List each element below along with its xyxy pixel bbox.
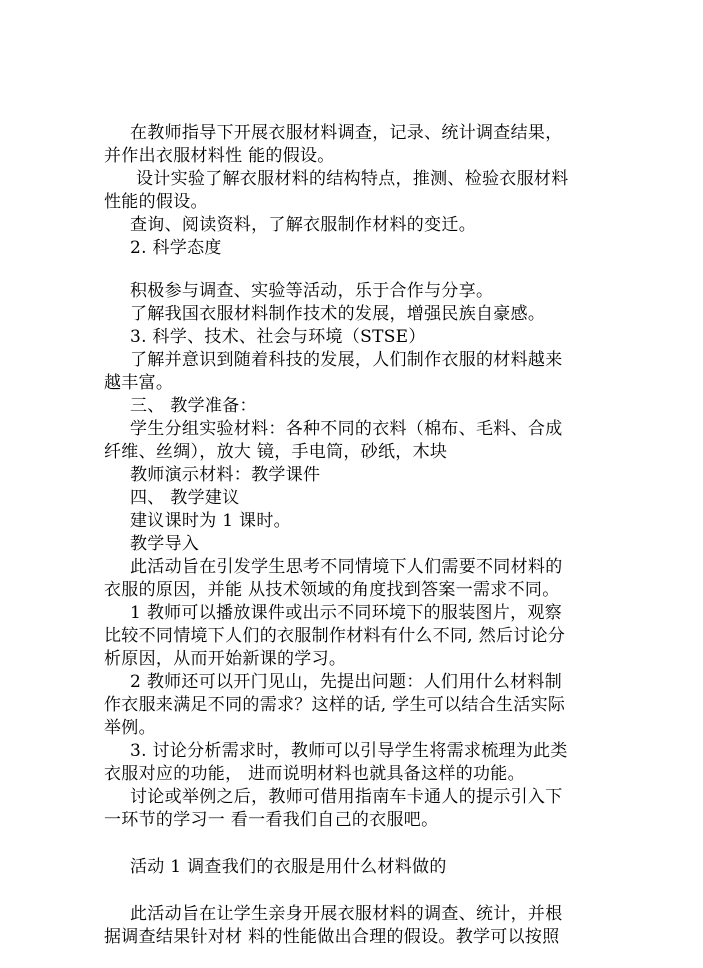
text-line: 析原因，从而开始新课的学习。 — [104, 649, 347, 669]
section-heading-preparation — [104, 395, 604, 418]
section-heading-science-attitude — [104, 237, 604, 260]
paragraph-21 — [104, 903, 604, 949]
text-line: 据调查结果针对材 料的性能做出合理的假设。教学可以按照 — [104, 927, 560, 947]
text-line: 作衣服来满足不同的需求？这样的话, 学生可以结合生活实际 — [104, 695, 566, 715]
text-line: 此活动旨在引发学生思考不同情境下人们需要不同材料的 — [130, 557, 563, 577]
text-line: 建议课时为 1 课时。 — [130, 511, 291, 531]
paragraph-15 — [104, 556, 604, 602]
text-line: 举例。 — [104, 718, 156, 738]
paragraph-1 — [104, 122, 604, 168]
text-line: 3. 讨论分析需求时，教师可以引导学生将需求梳理为此类 — [130, 741, 568, 761]
text-line: 此活动旨在让学生亲身开展衣服材料的调查、统计，并根 — [130, 904, 563, 924]
text-line: 比较不同情境下人们的衣服制作材料有什么不同, 然后讨论分 — [104, 626, 566, 646]
text-line: 四、 教学建议 — [130, 488, 240, 508]
paragraph-18 — [104, 740, 604, 786]
text-line: 衣服对应的功能， 进而说明材料也就具备这样的功能。 — [104, 764, 525, 784]
text-line: 一环节的学习一 看一看我们自己的衣服吧。 — [104, 810, 439, 830]
text-line: 教学导入 — [130, 534, 200, 554]
text-line: 查询、阅读资料，了解衣服制作材料的变迁。 — [130, 215, 476, 235]
text-line: 设计实验了解衣服材料的结构特点，推测、检验衣服材料 — [136, 169, 569, 189]
paragraph-19 — [104, 786, 604, 832]
paragraph-2 — [104, 168, 604, 214]
text-line: 2 教师还可以开门见山，先提出问题：人们用什么材料制 — [130, 672, 563, 692]
text-line: 三、 教学准备： — [130, 396, 257, 416]
text-line: 3. 科学、技术、社会与环境（STSE） — [130, 327, 426, 347]
text-line: 讨论或举例之后，教师可借用指南车卡通人的提示引入下 — [130, 787, 563, 807]
paragraph-10 — [104, 418, 604, 464]
paragraph-6 — [104, 303, 604, 326]
paragraph-11 — [104, 464, 604, 487]
paragraph-3 — [104, 214, 604, 237]
paragraph-17 — [104, 671, 604, 740]
text-line: 学生分组实验材料：各种不同的衣料（棉布、毛料、合成 — [130, 419, 563, 439]
paragraph-8 — [104, 349, 604, 395]
text-line: 2. 科学态度 — [130, 238, 222, 258]
text-line: 了解并意识到随着科技的发展，人们制作衣服的材料越来 — [130, 350, 563, 370]
paragraph-5 — [104, 280, 604, 303]
text-line: 1 教师可以播放课件或出示不同环境下的服装图片，观察 — [130, 603, 563, 623]
section-heading-activity-1 — [104, 856, 604, 879]
text-line: 在教师指导下开展衣服材料调查，记录、统计调查结果， — [130, 123, 563, 143]
text-line: 衣服的原因，并能 从技术领域的角度找到答案一需求不同。 — [104, 580, 560, 600]
text-line: 活动 1 调查我们的衣服是用什么材料做的 — [130, 857, 447, 877]
text-line: 了解我国衣服材料制作技术的发展，增强民族自豪感。 — [130, 304, 546, 324]
text-line: 教师演示材料：教学课件 — [130, 465, 321, 485]
section-heading-intro — [104, 533, 604, 556]
document-page — [104, 122, 604, 949]
section-heading-stse — [104, 326, 604, 349]
text-line: 纤维、丝绸），放大 镜，手电筒，砂纸，木块 — [104, 442, 448, 462]
paragraph-13 — [104, 510, 604, 533]
text-line: 积极参与调查、实验等活动，乐于合作与分享。 — [130, 281, 494, 301]
text-line: 越丰富。 — [104, 373, 174, 393]
text-line: 性能的假设。 — [104, 192, 208, 212]
text-line: 并作出衣服材料性 能的假设。 — [104, 146, 335, 166]
paragraph-16 — [104, 602, 604, 671]
section-heading-suggestions — [104, 487, 604, 510]
